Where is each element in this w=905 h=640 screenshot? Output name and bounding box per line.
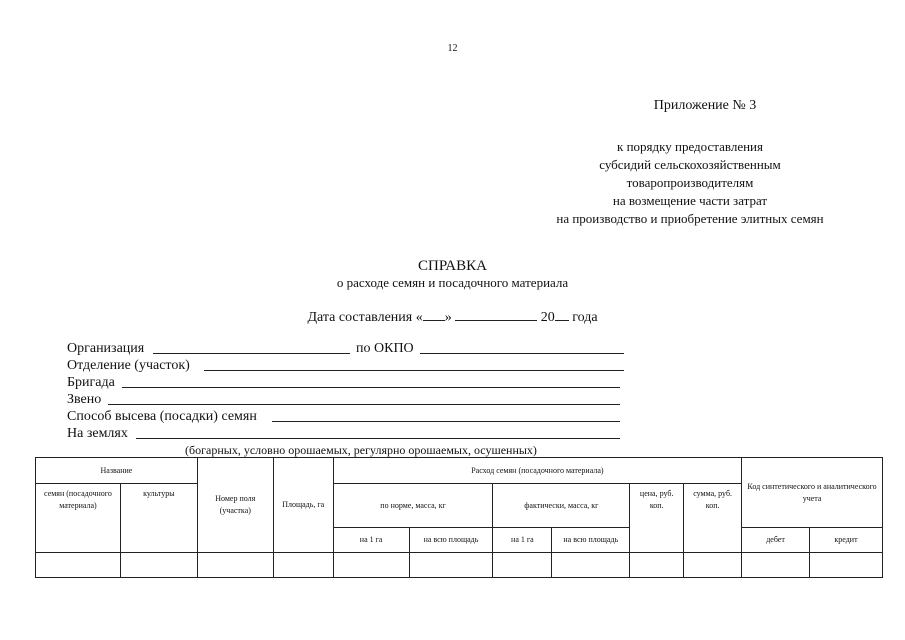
table-cell[interactable] xyxy=(36,553,121,578)
organization-field[interactable] xyxy=(153,340,350,354)
sowing-method-field[interactable] xyxy=(272,408,620,422)
appendix-line: на производство и приобретение элитных семян xyxy=(556,211,824,226)
name-header: Название xyxy=(36,458,198,484)
organization-label: Организация xyxy=(67,341,145,356)
table-row xyxy=(36,553,883,578)
appendix-line: товаропроизводителям xyxy=(626,175,754,190)
department-label: Отделение (участок) xyxy=(67,358,190,373)
date-mid: » xyxy=(444,310,452,325)
area-header: Площадь, га xyxy=(273,458,333,553)
lands-field[interactable] xyxy=(136,425,620,439)
document-title: СПРАВКА xyxy=(418,258,487,274)
date-year-prefix: 20 xyxy=(540,310,555,325)
credit-header: кредит xyxy=(810,528,883,553)
date-day-blank[interactable] xyxy=(423,308,445,321)
page-number: 12 xyxy=(447,43,458,54)
actual-header: фактически, масса, кг xyxy=(493,484,630,528)
crops-header: культуры xyxy=(120,484,197,553)
appendix-subtitle xyxy=(520,138,860,228)
account-code-header: Код синтетического и аналитического учета xyxy=(742,458,883,528)
okpo-label: по ОКПО xyxy=(356,341,414,356)
sum-header: сумма, руб. коп. xyxy=(684,484,742,553)
norm-header: по норме, масса, кг xyxy=(333,484,493,528)
date-year-blank[interactable] xyxy=(555,308,569,321)
actual-per-ha-header: на 1 га xyxy=(493,528,552,553)
appendix-line: на возмещение части затрат xyxy=(612,193,768,208)
actual-total-area-header: на всю площадь xyxy=(552,528,630,553)
seed-consumption-table xyxy=(35,457,883,578)
table-cell[interactable] xyxy=(273,553,333,578)
consumption-header: Расход семян (посадочного материала) xyxy=(333,458,741,484)
table-cell[interactable] xyxy=(333,553,409,578)
appendix-line: к порядку предоставления xyxy=(617,139,763,154)
date-month-blank[interactable] xyxy=(455,308,537,321)
appendix-title: Приложение № 3 xyxy=(653,98,757,113)
norm-total-area-header: на всю площадь xyxy=(409,528,493,553)
table-cell[interactable] xyxy=(197,553,273,578)
table-cell[interactable] xyxy=(552,553,630,578)
date-suffix: года xyxy=(572,310,598,325)
document-subtitle: о расходе семян и посадочного материала xyxy=(336,275,569,290)
table-cell[interactable] xyxy=(493,553,552,578)
seeds-header: семян (посадочного материала) xyxy=(36,484,121,553)
price-header: цена, руб. коп. xyxy=(630,484,684,553)
department-field[interactable] xyxy=(204,357,624,371)
date-prefix: Дата составления « xyxy=(307,310,423,325)
sowing-method-label: Способ высева (посадки) семян xyxy=(67,409,257,424)
brigade-field[interactable] xyxy=(122,374,620,388)
appendix-line: субсидий сельскохозяйственным xyxy=(599,157,781,172)
unit-label: Звено xyxy=(67,392,102,407)
table-cell[interactable] xyxy=(742,553,810,578)
lands-label: На землях xyxy=(67,426,128,441)
table-cell[interactable] xyxy=(409,553,493,578)
okpo-field[interactable] xyxy=(420,340,624,354)
brigade-label: Бригада xyxy=(67,375,115,390)
debit-header: дебет xyxy=(742,528,810,553)
norm-per-ha-header: на 1 га xyxy=(333,528,409,553)
field-number-header: Номер поля (участка) xyxy=(197,458,273,553)
table-cell[interactable] xyxy=(120,553,197,578)
unit-field[interactable] xyxy=(108,391,620,405)
table-cell[interactable] xyxy=(684,553,742,578)
document-date-line xyxy=(0,308,905,326)
lands-hint: (богарных, условно орошаемых, регулярно орошаемых, осушенных) xyxy=(185,443,537,457)
table-cell[interactable] xyxy=(810,553,883,578)
table-cell[interactable] xyxy=(630,553,684,578)
